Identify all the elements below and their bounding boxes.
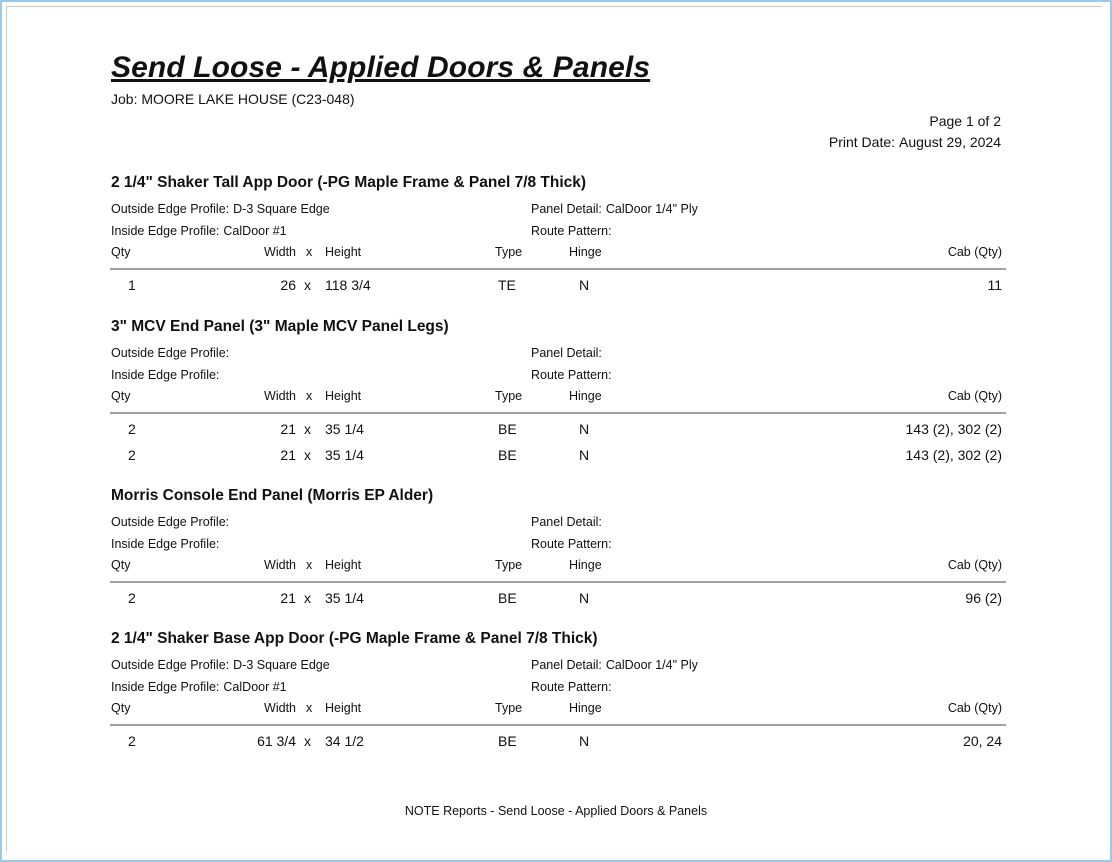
row-hinge: N — [579, 277, 590, 293]
row-x: x — [304, 733, 311, 749]
report-footer: NOTE Reports - Send Loose - Applied Doors & Panels — [404, 804, 708, 818]
row-width: 21 — [280, 421, 296, 437]
panel-detail — [531, 515, 606, 529]
row-hinge: N — [579, 421, 590, 437]
row-cab: 143 (2), 302 (2) — [905, 421, 1002, 437]
row-hinge: N — [579, 590, 590, 606]
job-line — [111, 91, 355, 107]
section-title: 2 1/4" Shaker Base App Door (-PG Maple Frame & Panel 7/8 Thick) — [111, 630, 598, 647]
row-width: 21 — [280, 590, 296, 606]
col-header-cab: Cab (Qty) — [947, 558, 1002, 572]
row-height: 35 1/4 — [325, 447, 364, 463]
row-qty: 2 — [128, 447, 136, 463]
header-rule — [110, 268, 1006, 270]
col-header-width: Width — [264, 701, 296, 715]
route-pattern-label: Route Pattern: — [531, 537, 612, 551]
outside-edge-profile-label: Outside Edge Profile: — [111, 202, 230, 216]
panel-detail — [531, 346, 606, 360]
print-date-value: August 29, 2024 — [899, 134, 1001, 150]
route-pattern-label: Route Pattern: — [531, 368, 612, 382]
row-x: x — [304, 447, 311, 463]
row-cab: 143 (2), 302 (2) — [905, 447, 1002, 463]
job-value: MOORE LAKE HOUSE (C23-048) — [141, 91, 355, 107]
row-x: x — [304, 277, 311, 293]
outside-edge-profile — [111, 658, 330, 672]
outside-edge-profile-label: Outside Edge Profile: — [111, 515, 230, 529]
col-header-type: Type — [495, 701, 523, 715]
col-header-width: Width — [264, 245, 296, 259]
row-type: BE — [498, 733, 517, 749]
col-header-qty: Qty — [111, 701, 131, 715]
header-rule — [110, 581, 1006, 583]
outside-edge-profile-label: Outside Edge Profile: — [111, 346, 230, 360]
print-date-label: Print Date: — [828, 134, 896, 150]
inside-edge-profile — [111, 680, 287, 694]
col-header-height: Height — [325, 701, 362, 715]
col-header-x: x — [306, 389, 313, 403]
col-header-height: Height — [325, 245, 362, 259]
outside-edge-profile — [111, 515, 233, 529]
page-number: Page 1 of 2 — [929, 113, 1001, 129]
panel-detail-label: Panel Detail: — [531, 202, 602, 216]
row-type: TE — [498, 277, 516, 293]
route-pattern-label: Route Pattern: — [531, 680, 612, 694]
inside-edge-profile — [111, 224, 287, 238]
section-title: Morris Console End Panel (Morris EP Alder) — [111, 487, 434, 504]
col-header-width: Width — [264, 389, 296, 403]
row-cab: 11 — [987, 277, 1002, 293]
outside-edge-profile — [111, 346, 233, 360]
row-hinge: N — [579, 733, 590, 749]
panel-detail-value: CalDoor 1/4" Ply — [605, 658, 698, 672]
row-height: 35 1/4 — [325, 590, 364, 606]
section-title: 3" MCV End Panel (3" Maple MCV Panel Legs) — [111, 318, 449, 335]
row-qty: 1 — [128, 277, 136, 293]
header-rule — [110, 724, 1006, 726]
row-height: 34 1/2 — [325, 733, 364, 749]
col-header-x: x — [306, 558, 313, 572]
col-header-hinge: Hinge — [569, 701, 602, 715]
inside-edge-profile-label: Inside Edge Profile: — [111, 537, 220, 551]
row-width: 21 — [280, 447, 296, 463]
panel-detail-label: Panel Detail: — [531, 515, 602, 529]
col-header-qty: Qty — [111, 245, 131, 259]
panel-detail — [531, 202, 698, 216]
col-header-cab: Cab (Qty) — [947, 701, 1002, 715]
col-header-hinge: Hinge — [569, 558, 602, 572]
panel-detail-value: CalDoor 1/4" Ply — [605, 202, 698, 216]
inside-edge-profile-value: CalDoor #1 — [223, 224, 287, 238]
route-pattern-label: Route Pattern: — [531, 224, 612, 238]
panel-detail-label: Panel Detail: — [531, 658, 602, 672]
col-header-hinge: Hinge — [569, 245, 602, 259]
outside-edge-profile — [111, 202, 330, 216]
col-header-type: Type — [495, 558, 523, 572]
job-label: Job: — [111, 91, 138, 107]
outside-edge-profile-label: Outside Edge Profile: — [111, 658, 230, 672]
route-pattern — [531, 224, 616, 238]
row-x: x — [304, 421, 311, 437]
panel-detail-label: Panel Detail: — [531, 346, 602, 360]
col-header-width: Width — [264, 558, 296, 572]
row-qty: 2 — [128, 421, 136, 437]
row-type: BE — [498, 421, 517, 437]
inside-edge-profile — [111, 537, 223, 551]
print-date — [829, 134, 1001, 150]
inside-edge-profile-label: Inside Edge Profile: — [111, 680, 220, 694]
route-pattern — [531, 680, 616, 694]
col-header-cab: Cab (Qty) — [947, 245, 1002, 259]
row-height: 35 1/4 — [325, 421, 364, 437]
row-cab: 96 (2) — [965, 590, 1002, 606]
col-header-hinge: Hinge — [569, 389, 602, 403]
col-header-height: Height — [325, 558, 362, 572]
row-width: 26 — [280, 277, 296, 293]
outside-edge-profile-value: D-3 Square Edge — [233, 202, 330, 216]
row-qty: 2 — [128, 590, 136, 606]
col-header-height: Height — [325, 389, 362, 403]
outside-edge-profile-value: D-3 Square Edge — [233, 658, 330, 672]
route-pattern — [531, 537, 616, 551]
row-type: BE — [498, 447, 517, 463]
inside-edge-profile-label: Inside Edge Profile: — [111, 224, 220, 238]
col-header-qty: Qty — [111, 389, 131, 403]
row-height: 118 3/4 — [325, 277, 371, 293]
col-header-cab: Cab (Qty) — [947, 389, 1002, 403]
row-width: 61 3/4 — [257, 733, 296, 749]
col-header-type: Type — [495, 389, 523, 403]
row-cab: 20, 24 — [963, 733, 1002, 749]
panel-detail — [531, 658, 698, 672]
row-x: x — [304, 590, 311, 606]
row-type: BE — [498, 590, 517, 606]
col-header-x: x — [306, 701, 313, 715]
inside-edge-profile — [111, 368, 223, 382]
inside-edge-profile-value: CalDoor #1 — [223, 680, 287, 694]
inside-edge-profile-label: Inside Edge Profile: — [111, 368, 220, 382]
route-pattern — [531, 368, 616, 382]
section-title: 2 1/4" Shaker Tall App Door (-PG Maple Frame & Panel 7/8 Thick) — [111, 174, 587, 191]
header-rule — [110, 412, 1006, 414]
report-title: Send Loose - Applied Doors & Panels — [111, 51, 651, 84]
row-hinge: N — [579, 447, 590, 463]
col-header-qty: Qty — [111, 558, 131, 572]
col-header-type: Type — [495, 245, 523, 259]
col-header-x: x — [306, 245, 313, 259]
row-qty: 2 — [128, 733, 136, 749]
